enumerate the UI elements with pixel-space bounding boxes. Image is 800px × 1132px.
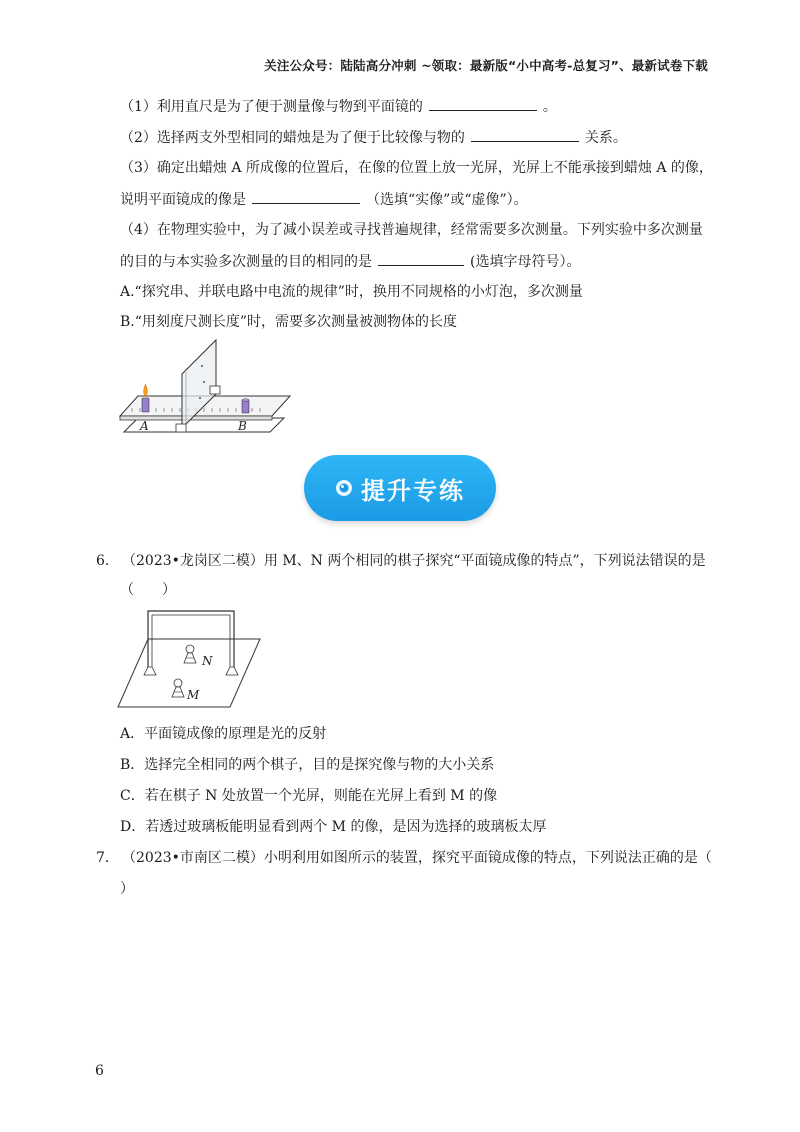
figure-label-b: B xyxy=(238,419,247,433)
answer-blank xyxy=(471,127,579,142)
practice-banner xyxy=(304,455,496,521)
q5-option-b: B.“用刻度尺测长度”时，需要多次测量被测物体的长度 xyxy=(120,314,458,330)
plate-clip xyxy=(176,424,186,432)
q6-stem: （2023•龙岗区二模）用 M、N 两个相同的棋子探究“平面镜成像的特点”，下列说法错误的是 xyxy=(122,553,706,569)
q5-part4-line1: （4）在物理实验中，为了减小误差或寻找普遍规律，经常需要多次测量。下列实验中多次测量 xyxy=(120,222,703,238)
q6-option-a: A．平面镜成像的原理是光的反射 xyxy=(120,726,327,742)
answer-blank xyxy=(378,251,464,266)
q7-stem: （2023•市南区二模）小明利用如图所示的装置，探究平面镜成像的特点，下列说法正确的是（ xyxy=(122,850,712,866)
q5-part2-text: （2）选择两支外型相同的蜡烛是为了便于比较像与物的 xyxy=(120,130,465,146)
page-header: 关注公众号：陆陆高分冲刺 ~领取：最新版“小中高考-总复习”、最新试卷下载 xyxy=(264,58,708,73)
page-number: 6 xyxy=(95,1063,104,1079)
q5-part3-line2 xyxy=(120,189,528,210)
figure-label-n: N xyxy=(202,654,213,668)
candle-b xyxy=(242,400,249,413)
q6-paren: （ ） xyxy=(120,582,176,598)
q5-part3-end: （选填“实像”或“虚像”）。 xyxy=(366,192,528,208)
q5-part4-text: 的目的与本实验多次测量的目的相同的是 xyxy=(120,254,372,270)
candle-flame xyxy=(144,384,148,397)
q5-option-a: A.“探究串、并联电路中电流的规律”时，换用不同规格的小灯泡，多次测量 xyxy=(120,284,583,300)
q6-number: 6． xyxy=(96,553,119,569)
q5-part4-line2 xyxy=(120,251,580,272)
q5-part4-end: (选填字母符号）。 xyxy=(470,254,581,270)
banner-label: 提升专练 xyxy=(361,476,465,505)
figure-label-a: A xyxy=(140,419,149,433)
q5-part2-end: 关系。 xyxy=(584,130,627,146)
q7-paren: ） xyxy=(120,881,134,897)
figure-label-m: M xyxy=(187,688,200,702)
chess-mirror-figure xyxy=(114,607,264,711)
bubble-icon xyxy=(335,479,353,497)
q6-option-c: C．若在棋子 N 处放置一个光屏，则能在光屏上看到 M 的像 xyxy=(120,788,498,804)
q6-option-d: D．若透过玻璃板能明显看到两个 M 的像，是因为选择的玻璃板太厚 xyxy=(120,819,547,835)
q5-part1-text: （1）利用直尺是为了便于测量像与物到平面镜的 xyxy=(120,99,423,115)
answer-blank xyxy=(429,96,537,111)
candle-a xyxy=(142,398,149,412)
answer-blank xyxy=(252,189,360,204)
q5-part3-line1: （3）确定出蜡烛 A 所成像的位置后，在像的位置上放一光屏，光屏上不能承接到蜡烛 A 的像， xyxy=(120,160,713,176)
q5-part3-text: 说明平面镜成的像是 xyxy=(120,192,246,208)
q7-number: 7． xyxy=(96,850,119,866)
q5-part1 xyxy=(120,96,557,117)
q5-part1-end: 。 xyxy=(542,99,557,115)
q6-option-b: B．选择完全相同的两个棋子，目的是探究像与物的大小关系 xyxy=(120,757,495,773)
q5-part2 xyxy=(120,127,627,148)
plate-clip xyxy=(210,386,220,394)
candle-mirror-figure xyxy=(112,336,294,440)
